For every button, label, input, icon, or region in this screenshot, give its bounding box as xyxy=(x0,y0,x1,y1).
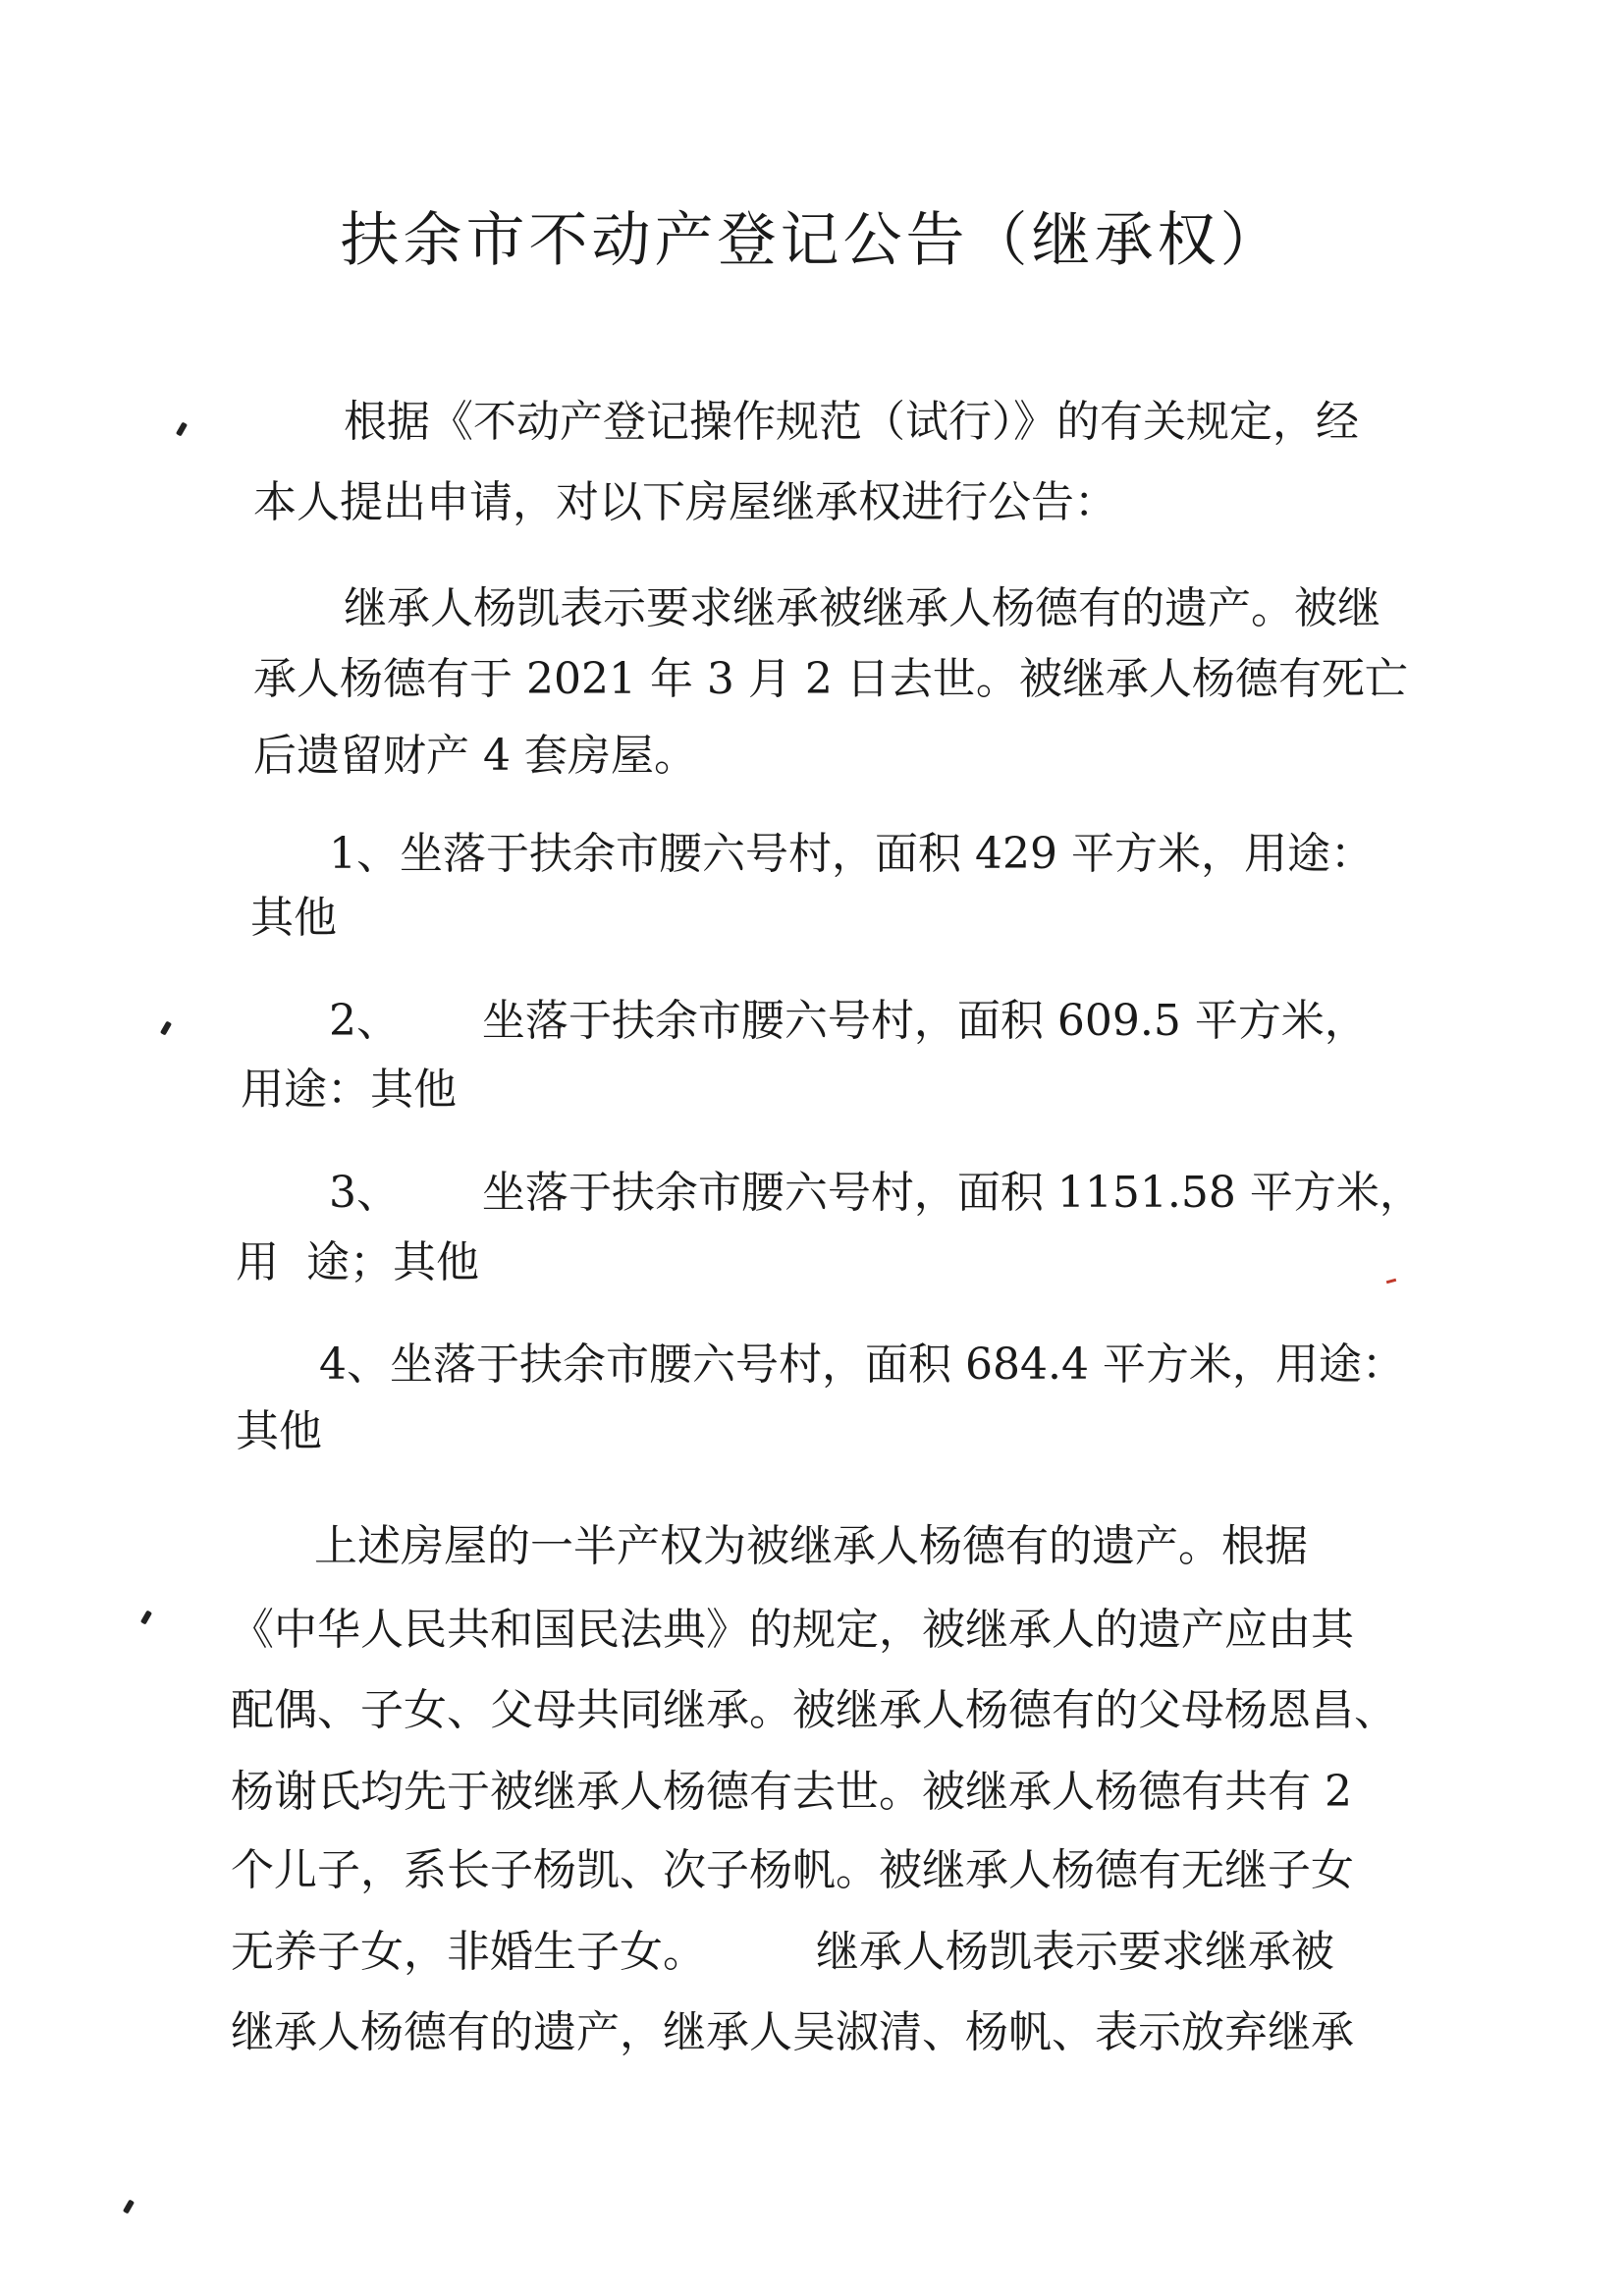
text-line: 无养子女，非婚生子女。 继承人杨凯表示要求继承被 xyxy=(231,1927,1334,1977)
text-line: 2、 坐落于扶余市腰六号村，面积 609.5 平方米， xyxy=(329,996,1368,1046)
text-line: 用 途；其他 xyxy=(236,1237,479,1287)
text-line: 上述房屋的一半产权为被继承人杨德有的遗产。根据 xyxy=(314,1521,1308,1571)
page-title: 扶余市不动产登记公告（继承权） xyxy=(340,206,1283,275)
text-line: 用途：其他 xyxy=(241,1065,457,1115)
text-line: 继承人杨德有的遗产，继承人吴淑清、杨帆、表示放弃继承 xyxy=(231,2007,1354,2057)
text-line: 《中华人民共和国民法典》的规定，被继承人的遗产应由其 xyxy=(231,1605,1354,1655)
text-line: 后遗留财产 4 套房屋。 xyxy=(253,731,697,781)
text-line: 本人提出申请，对以下房屋继承权进行公告： xyxy=(253,477,1117,527)
scan-mark xyxy=(123,2199,135,2214)
text-line: 杨谢氏均先于被继承人杨德有去世。被继承人杨德有共有 2 xyxy=(231,1767,1352,1817)
text-line: 3、 坐落于扶余市腰六号村，面积 1151.58 平方米， xyxy=(329,1168,1423,1218)
scan-mark xyxy=(160,1020,172,1035)
scan-mark xyxy=(1386,1279,1396,1284)
text-line: 承人杨德有于 2021 年 3 月 2 日去世。被继承人杨德有死亡 xyxy=(253,654,1408,704)
text-line: 配偶、子女、父母共同继承。被继承人杨德有的父母杨恩昌、 xyxy=(231,1685,1397,1735)
text-line: 1、坐落于扶余市腰六号村，面积 429 平方米，用途： xyxy=(329,829,1374,879)
scan-mark xyxy=(176,421,188,436)
text-line: 继承人杨凯表示要求继承被继承人杨德有的遗产。被继 xyxy=(344,583,1380,633)
text-line: 4、坐落于扶余市腰六号村，面积 684.4 平方米，用途： xyxy=(319,1339,1405,1390)
scan-mark xyxy=(140,1610,152,1624)
text-line: 其他 xyxy=(250,893,337,943)
text-line: 个儿子，系长子杨凯、次子杨帆。被继承人杨德有无继子女 xyxy=(231,1845,1354,1895)
text-line: 根据《不动产登记操作规范（试行）》的有关规定，经 xyxy=(344,397,1359,447)
text-line: 其他 xyxy=(236,1406,322,1456)
